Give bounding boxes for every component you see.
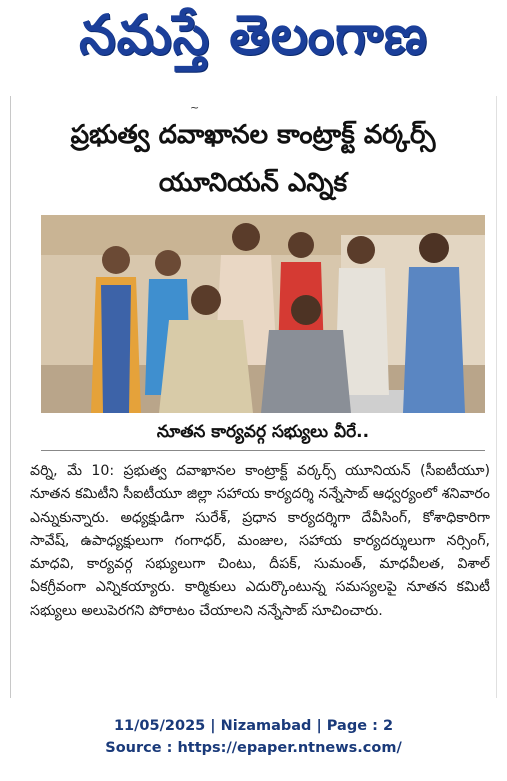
newspaper-logo-title: నమస్తే తెలంగాణ [79,4,428,68]
footer-edition-info: 11/05/2025 | Nizamabad | Page : 2 [113,718,394,734]
photo-caption: నూతన కార్యవర్గ సభ్యులు వీరే.. [41,414,485,451]
clipping-left-border [10,96,11,698]
masthead [0,0,507,80]
article-headline-line-2: యూనియన్ ఎన్నిక [158,168,348,198]
footer-source: Source : https://epaper.ntnews.com/ [105,740,402,756]
group-photo-illustration [41,215,485,413]
group-photo [41,215,485,413]
article-body: వర్ని, మే 10: ప్రభుత్వ దవాఖానల కాంట్రాక్ట్ వర్కర్స్ యూనియన్ (సీఐటీయూ) నూతన కమిటీని సీఐటీయూ జిల్లా సహాయ కార్యదర్శి నన్నేసాబ్ ఆధ్వర్యంలో శనివారం ఎన్నుకున్నారు. అధ్యక్షుడిగా సురేశ్, ప్రధాన కార్యదర్శిగా దేవీసింగ్, కోశాధికారిగా సావేష్, ఉపాధ్యక్షులుగా గంగాధర్, మంజుల, సహాయ కార్యదర్శులుగా నర్సింగ్, మాధవి, కార్యవర్గ సభ్యులుగా చింటు, దీపక్, సుమంత్, మాధవీలత, విశాల్ ఏకగ్రీవంగా ఎన్నికయ్యారు. కార్మికులు ఎదుర్కొంటున్న సమస్యలపై నూతన కమిటీ సభ్యులు అలుపెరగని పోరాటం చేయాలని నన్నేసాబ్ సూచించారు. [30,463,490,619]
clipping-right-border [496,96,497,698]
print-mark: ~ [190,101,200,114]
article-headline-line-1: ప్రభుత్వ దవాఖానల కాంట్రాక్ట్ వర్కర్స్ [70,120,436,150]
